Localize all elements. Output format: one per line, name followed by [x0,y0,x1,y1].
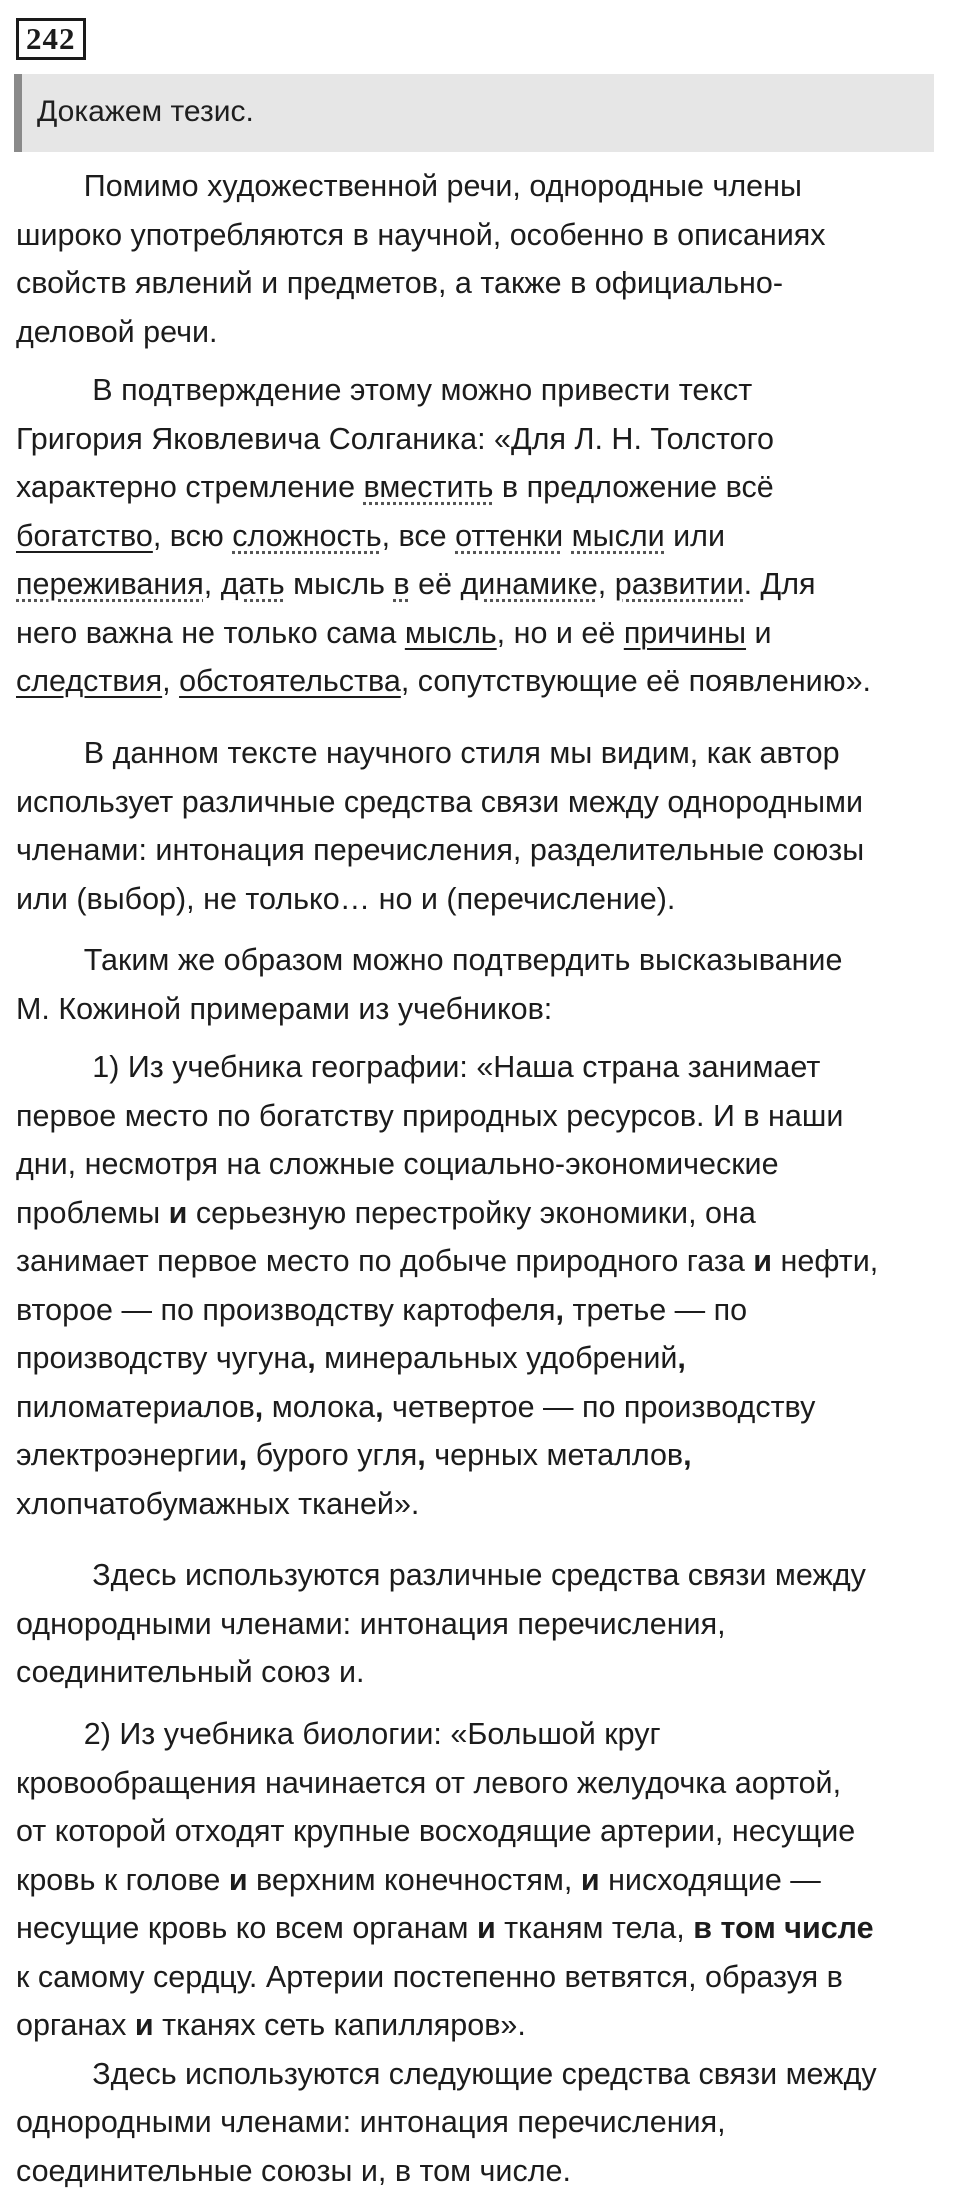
text-line: от которой отходят крупные восходящие артерии, несущие [16,1814,856,1848]
text-fragment: , [597,567,615,601]
text-fragment: переживания [16,567,204,601]
bold-fragment: , [238,1438,248,1472]
text-line: однородными членами: интонация перечисления, [16,2105,726,2139]
text-line: В данном тексте научного стиля мы видим, как автор [16,736,840,770]
text-line: к самому сердцу. Артерии постепенно ветвятся, образуя в [16,1959,843,1994]
text-fragment: . Для [743,567,816,601]
text-line: деловой речи. [16,314,218,349]
text-fragment: тканях сеть капилляров». [153,2008,526,2042]
text-fragment: в предложение всё [493,470,774,504]
text-line [16,560,951,609]
text-fragment: причины [623,615,747,650]
text-fragment: или [664,518,726,553]
bold-fragment: , [417,1438,426,1472]
bold-fragment: , [555,1292,564,1327]
bold-fragment: , [307,1341,316,1375]
text-fragment: мысли [571,518,665,553]
text-line: соединительный союз и. [16,1655,365,1689]
text-line [16,1286,951,1335]
text-fragment: четвертое — по производству [383,1389,816,1424]
text-fragment: черных металлов [425,1438,684,1472]
text-fragment: , [162,664,180,698]
text-line: Таким же образом можно подтвердить высказывание [16,943,843,977]
text-fragment: третье — по [564,1292,748,1327]
text-line: Здесь используются различные средства связи между [16,1558,866,1592]
text-line: В подтверждение этому можно привести текст [16,373,753,407]
bold-fragment: , [254,1389,264,1424]
text-line [16,1383,951,1432]
text-fragment: производству чугуна [16,1341,308,1375]
task-title: Докажем тезис. [37,95,254,128]
bold-fragment: и [476,1911,496,1945]
text-fragment: кровь к голове [16,1862,229,1897]
paragraph-kozhina [16,936,951,1033]
text-line [16,1237,951,1286]
text-line: Григория Яковлевича Солганика: «Для Л. Н. Толстого [16,421,774,456]
text-fragment: несущие кровь ко всем органам [16,1911,477,1945]
text-line [16,657,951,706]
bold-fragment: и [580,1862,600,1897]
text-line: Помимо художественной речи, однородные члены [16,169,802,203]
text-fragment: , все [381,518,456,553]
bold-fragment: , [375,1389,384,1424]
paragraph-analysis-2 [16,1551,951,1697]
text-fragment: обстоятельства [179,664,401,698]
text-fragment: органах [16,2008,135,2042]
text-fragment: и [746,615,772,650]
text-fragment: её [409,567,461,601]
text-line [16,1431,951,1480]
text-line [16,1189,951,1238]
text-line: 1) Из учебника географии: «Наша страна занимает [16,1050,821,1084]
bold-fragment: и [753,1244,773,1278]
text-fragment: , но и её [496,615,624,650]
bold-fragment: , [683,1438,692,1472]
text-fragment: нефти, [772,1244,879,1278]
text-fragment: пиломатериалов [16,1389,255,1424]
text-line: хлопчатобумажных тканей». [16,1486,420,1521]
text-fragment: проблемы [16,1195,169,1230]
bold-fragment: и [168,1195,188,1230]
text-line: дни, несмотря на сложные социально-экономические [16,1147,779,1181]
task-number-badge: 242 [16,18,86,60]
text-line: членами: интонация перечисления, разделительные союзы [16,833,865,867]
text-fragment: второе — по производству картофеля [16,1292,556,1327]
text-fragment: характерно стремление [16,470,364,504]
text-line [16,609,951,658]
text-line: соединительные союзы и, в том числе. [16,2153,571,2188]
task-title-banner [14,74,934,152]
text-line [16,1334,951,1383]
bold-fragment: и [134,2008,154,2042]
bold-fragment: , [677,1341,686,1375]
text-fragment: оттенки [455,518,564,553]
text-fragment: , всю [152,518,233,553]
text-fragment: серьезную перестройку экономики, она [187,1195,756,1230]
bold-fragment: и [228,1862,248,1897]
text-fragment: динамике [460,567,598,601]
text-line: первое место по богатству природных ресурсов. И в наши [16,1098,844,1133]
text-fragment: вместить [363,470,494,504]
text-fragment: нисходящие — [599,1862,821,1897]
text-line: М. Кожиной примерами из учебников: [16,991,553,1026]
text-line [16,1904,951,1953]
text-line [16,512,951,561]
text-fragment: минеральных удобрений [315,1341,678,1375]
text-fragment: молока [263,1389,376,1424]
text-line [16,1856,951,1905]
paragraph-intro [16,162,951,356]
text-fragment: мысль [284,567,394,601]
text-fragment: в [393,567,410,601]
paragraph-biology-example [16,1710,951,2195]
text-line: или (выбор), не только… но и (перечисление). [16,881,676,916]
text-fragment: электроэнергии [16,1438,239,1472]
text-fragment [563,519,571,553]
paragraph-geography-example [16,1043,951,1528]
text-fragment: дать [220,567,285,601]
text-fragment: , [203,567,221,601]
text-line [16,2001,951,2050]
text-fragment: верхним конечностям, [247,1862,581,1897]
bold-fragment: в том числе [693,1911,874,1945]
text-fragment: мысль [404,615,497,650]
text-line: Здесь используются следующие средства связи между [16,2056,877,2091]
text-fragment: тканям тела, [495,1911,694,1945]
text-line: кровообращения начинается от левого желудочка аортой, [16,1765,842,1800]
paragraph-analysis-1 [16,729,951,923]
text-line: свойств явлений и предметов, а также в официально- [16,266,784,300]
text-fragment: сложность [232,518,382,553]
text-fragment: занимает первое место по добыче природного газа [16,1244,754,1278]
text-fragment: бурого угля [247,1438,418,1472]
text-fragment: следствия [16,664,163,698]
text-line: использует различные средства связи между однородными [16,784,864,819]
text-line: однородными членами: интонация перечисления, [16,1606,726,1641]
text-line: 2) Из учебника биологии: «Большой круг [16,1717,661,1751]
text-fragment: развитии [614,567,744,601]
paragraph-solganik-quote [16,366,951,706]
text-fragment: богатство [16,518,153,553]
text-fragment: , сопутствующие её появлению». [400,664,872,698]
text-fragment: него важна не только сама [16,615,405,650]
text-line [16,463,951,512]
text-line: широко употребляются в научной, особенно в описаниях [16,217,826,252]
